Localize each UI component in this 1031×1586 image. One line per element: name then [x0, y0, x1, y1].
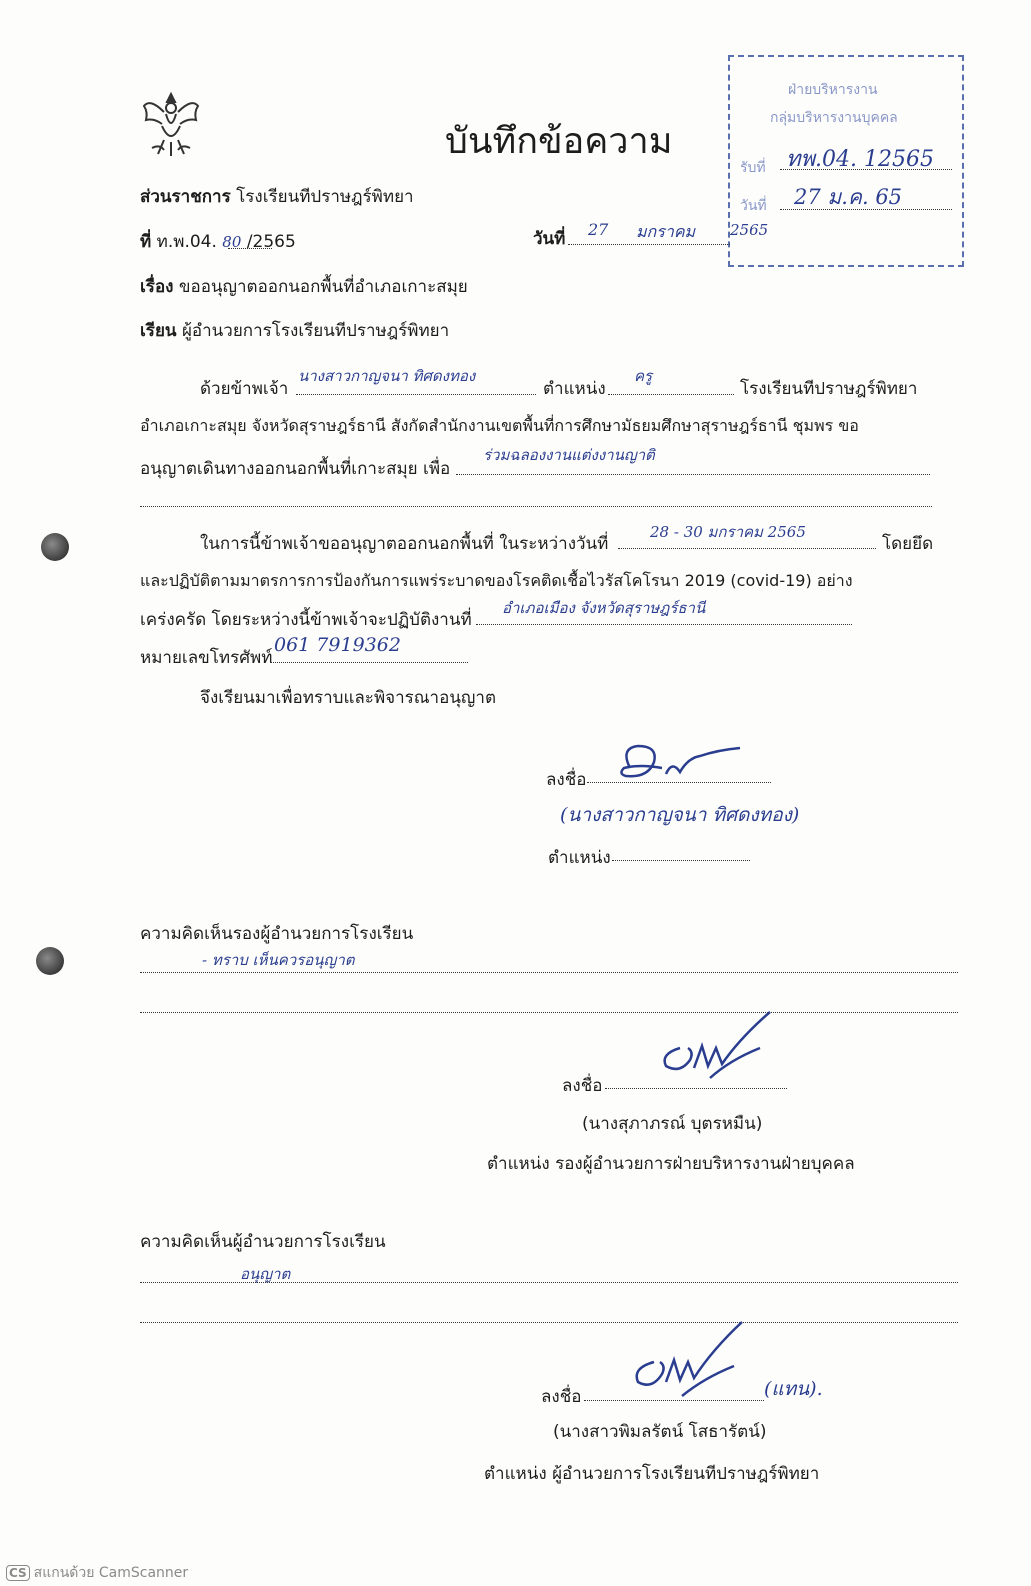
subject-line	[140, 273, 468, 300]
director-name: (นางสาวพิมลรัตน์ โสธารัตน์)	[553, 1422, 767, 1442]
p1-purpose: ร่วมฉลองงานแต่งงานญาติ	[483, 446, 655, 464]
date-day: 27	[588, 220, 609, 239]
director-sign-label: ลงชื่อ	[541, 1387, 582, 1407]
agency-label: ส่วนราชการ	[140, 187, 231, 207]
agency-line	[140, 183, 414, 210]
date-month: มกราคม	[636, 222, 696, 241]
p2-after: โดยยึด	[882, 534, 934, 554]
camscanner-footer	[6, 1562, 188, 1584]
stamp-line1: ฝ่ายบริหารงาน	[788, 82, 878, 98]
p2-place: อำเภอเมือง จังหวัดสุราษฎร์ธานี	[502, 599, 706, 617]
phone-label: หมายเลขโทรศัพท์	[140, 648, 273, 668]
p1-pos-label: ตำแหน่ง	[543, 379, 606, 399]
ref-number: 80	[222, 233, 242, 251]
punch-hole-icon	[41, 533, 69, 561]
footer-text: สแกนด้วย CamScanner	[33, 1565, 189, 1581]
punch-hole-icon	[36, 947, 64, 975]
signature-applicant	[600, 738, 750, 790]
camscanner-logo: CS	[6, 1565, 30, 1581]
ref-suffix: /2565	[246, 232, 296, 252]
stamp-received-no: ทพ.04. 12565	[786, 147, 934, 172]
director-opinion: อนุญาต	[240, 1265, 291, 1283]
ref-prefix: ท.พ.04.	[156, 232, 217, 252]
director-position: ตำแหน่ง ผู้อำนวยการโรงเรียนทีปราษฎร์พิทยา	[484, 1464, 820, 1484]
director-heading: ความคิดเห็นผู้อำนวยการโรงเรียน	[140, 1232, 386, 1252]
to-label: เรียน	[140, 321, 177, 341]
deputy-name: (นางสุภาภรณ์ บุตรหมืน)	[582, 1114, 763, 1134]
received-stamp	[728, 55, 964, 267]
p1-school: โรงเรียนทีปราษฎร์พิทยา	[740, 379, 918, 399]
director-sign-note: (แทน).	[764, 1378, 823, 1400]
stamp-line2: กลุ่มบริหารงานบุคคล	[770, 110, 898, 126]
subject-value: ขออนุญาตออกนอกพื้นที่อำเภอเกาะสมุย	[178, 277, 468, 297]
ref-line	[140, 228, 296, 255]
p1-line2: อำเภอเกาะสมุย จังหวัดสุราษฎร์ธานี สังกัดสำนักงานเขตพื้นที่การศึกษามัธยมศึกษาสุราษฎร์ธานี ชุมพร ขอ	[140, 416, 859, 435]
signer1-sign-label: ลงชื่อ	[546, 770, 587, 790]
closing: จึงเรียนมาเพื่อทราบและพิจารณาอนุญาต	[200, 688, 497, 708]
garuda-emblem-icon	[138, 88, 204, 160]
stamp-date-label: วันที่	[740, 198, 767, 214]
stamp-received-label: รับที่	[740, 160, 766, 176]
signature-director	[620, 1318, 750, 1402]
p1-name: นางสาวกาญจนา ทิศดงทอง	[298, 367, 476, 385]
agency-value: โรงเรียนทีปราษฎร์พิทยา	[236, 187, 414, 207]
subject-label: เรื่อง	[140, 277, 174, 297]
p1-intro: ด้วยข้าพเจ้า	[200, 379, 289, 399]
ref-label: ที่	[140, 232, 152, 252]
p1-line3: อนุญาตเดินทางออกนอกพื้นที่เกาะสมุย เพื่อ	[140, 459, 451, 479]
deputy-opinion: - ทราบ เห็นควรอนุญาต	[202, 951, 355, 969]
p2-line3: เคร่งครัด โดยระหว่างนี้ข้าพเจ้าจะปฏิบัติงานที่	[140, 610, 472, 630]
p2-line2: และปฏิบัติตามมาตรการการป้องกันการแพร่ระบาดของโรคติดเชื้อไวรัสโคโรนา 2019 (covid-19) อย่าง	[140, 571, 853, 590]
date-label: วันที่	[533, 229, 566, 249]
p2-dates: 28 - 30 มกราคม 2565	[650, 523, 806, 541]
phone-value: 061 7919362	[274, 634, 401, 656]
p1-pos-value: ครู	[634, 367, 653, 385]
signer1-position-label: ตำแหน่ง	[548, 848, 611, 868]
deputy-position: ตำแหน่ง รองผู้อำนวยการฝ่ายบริหารงานฝ่ายบุคคล	[487, 1154, 855, 1174]
to-line	[140, 317, 449, 344]
deputy-heading: ความคิดเห็นรองผู้อำนวยการโรงเรียน	[140, 924, 414, 944]
stamp-received-date: 27 ม.ค. 65	[794, 185, 903, 209]
to-value: ผู้อำนวยการโรงเรียนทีปราษฎร์พิทยา	[181, 321, 450, 341]
memo-title: บันทึกข้อความ	[445, 121, 673, 162]
signature-deputy	[650, 1008, 780, 1088]
signer1-name: (นางสาวกาญจนา ทิศดงทอง)	[560, 804, 800, 826]
stamp-year: 2565	[730, 221, 769, 239]
p2-intro: ในการนี้ข้าพเจ้าขออนุญาตออกนอกพื้นที่ ในระหว่างวันที่	[200, 534, 609, 554]
deputy-sign-label: ลงชื่อ	[562, 1076, 603, 1096]
